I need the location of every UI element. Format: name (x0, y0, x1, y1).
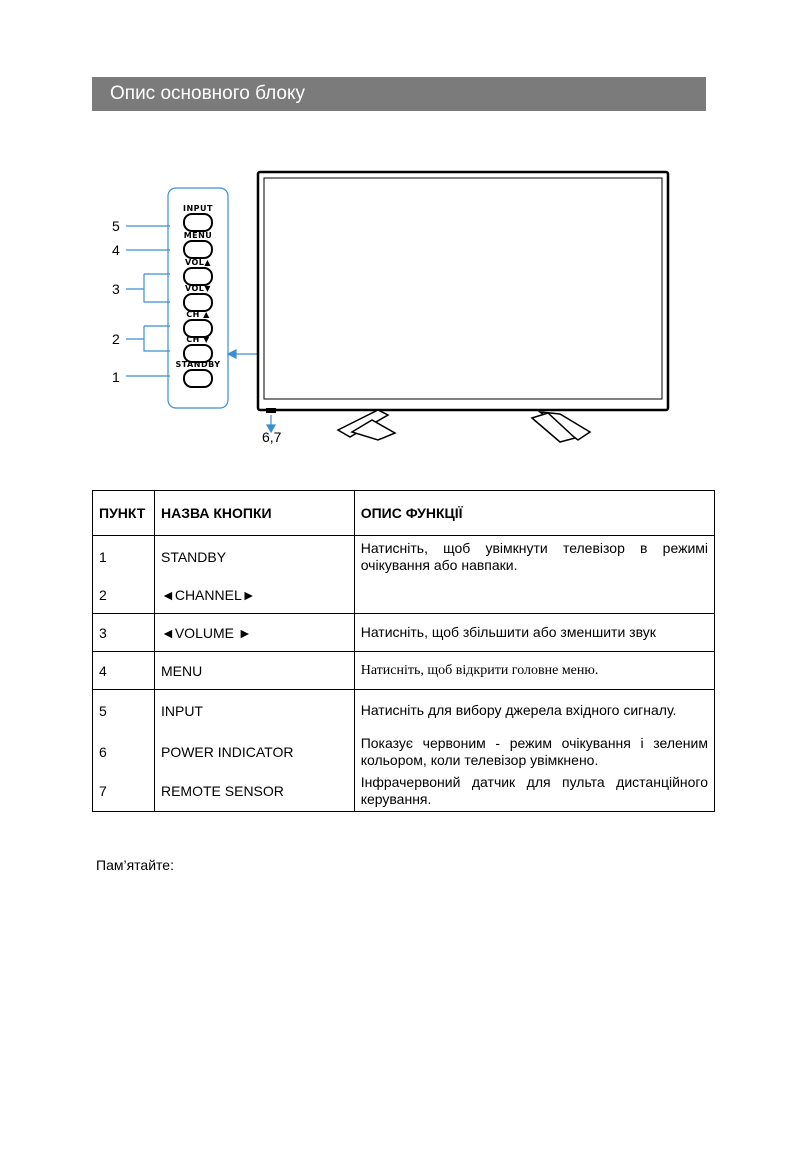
row-name: REMOTE SENSOR (154, 772, 354, 812)
row-name: INPUT (154, 690, 354, 732)
row-item: 5 (93, 690, 155, 732)
row-name: ◄VOLUME ► (154, 614, 354, 652)
ch-down-button-label: CH ▼ (186, 335, 210, 344)
header-name: НАЗВА КНОПКИ (154, 491, 354, 536)
callout-4: 4 (112, 242, 120, 258)
row-item: 3 (93, 614, 155, 652)
table-row (93, 732, 715, 772)
row-item: 2 (93, 578, 155, 614)
reminder-note: Пам’ятайте: (96, 857, 174, 873)
ch-up-button-label: CH ▲ (186, 310, 210, 319)
tv-diagram-graphic (0, 0, 805, 470)
row-desc: Натисніть для вибору джерела вхідного сигналу. (354, 690, 714, 732)
row-name: POWER INDICATOR (154, 732, 354, 772)
vol-up-button-shape (184, 268, 212, 285)
row-desc: Показує червоним - режим очікування і зеленим кольором, коли телевізор увімкнено. (354, 732, 714, 772)
input-button-label: INPUT (183, 204, 213, 213)
row-item: 1 (93, 536, 155, 578)
table-row (93, 652, 715, 690)
table-header-row (93, 491, 715, 536)
tv-diagram (0, 0, 805, 470)
vol-down-button-shape (184, 294, 212, 311)
row-name: MENU (154, 652, 354, 690)
row-item: 4 (93, 652, 155, 690)
row-desc: Натисніть, щоб збільшити або зменшити звук (354, 614, 714, 652)
table-row (93, 578, 715, 614)
row-desc: Інфрачервоний датчик для пульта дистанційного керування. (354, 772, 714, 812)
header-item: ПУНКТ (93, 491, 155, 536)
row-item: 6 (93, 732, 155, 772)
input-button-shape (184, 214, 212, 231)
callout-2: 2 (112, 331, 120, 347)
row-name: STANDBY (154, 536, 354, 578)
menu-button-label: MENU (183, 231, 213, 240)
power-indicator (266, 408, 276, 413)
section-title: Опис основного блоку (110, 83, 306, 104)
table-row (93, 614, 715, 652)
table-row (93, 690, 715, 732)
header-desc: ОПИС ФУНКЦІЇ (354, 491, 714, 536)
row-desc: Натисніть, щоб відкрити головне меню. (354, 652, 714, 690)
row-item: 7 (93, 772, 155, 812)
table-row (93, 772, 715, 812)
standby-button-shape (184, 370, 212, 387)
row-desc: Натисніть, щоб увімкнути телевізор в режимі очікування або навпаки. (354, 536, 714, 578)
tv-stands (338, 410, 590, 442)
vol-up-button-label: VOL▲ (184, 258, 212, 267)
standby-button-label: STANDBY (175, 360, 221, 369)
callout-3: 3 (112, 281, 120, 297)
tv-screen (264, 178, 662, 399)
callout-1: 1 (112, 369, 120, 385)
menu-button-shape (184, 241, 212, 258)
row-desc (354, 578, 714, 614)
button-function-table (92, 490, 715, 812)
callout-6-7: 6,7 (262, 429, 282, 445)
table-row (93, 536, 715, 578)
callout-5: 5 (112, 218, 120, 234)
vol-down-button-label: VOL▼ (184, 284, 212, 293)
row-name: ◄CHANNEL► (154, 578, 354, 614)
